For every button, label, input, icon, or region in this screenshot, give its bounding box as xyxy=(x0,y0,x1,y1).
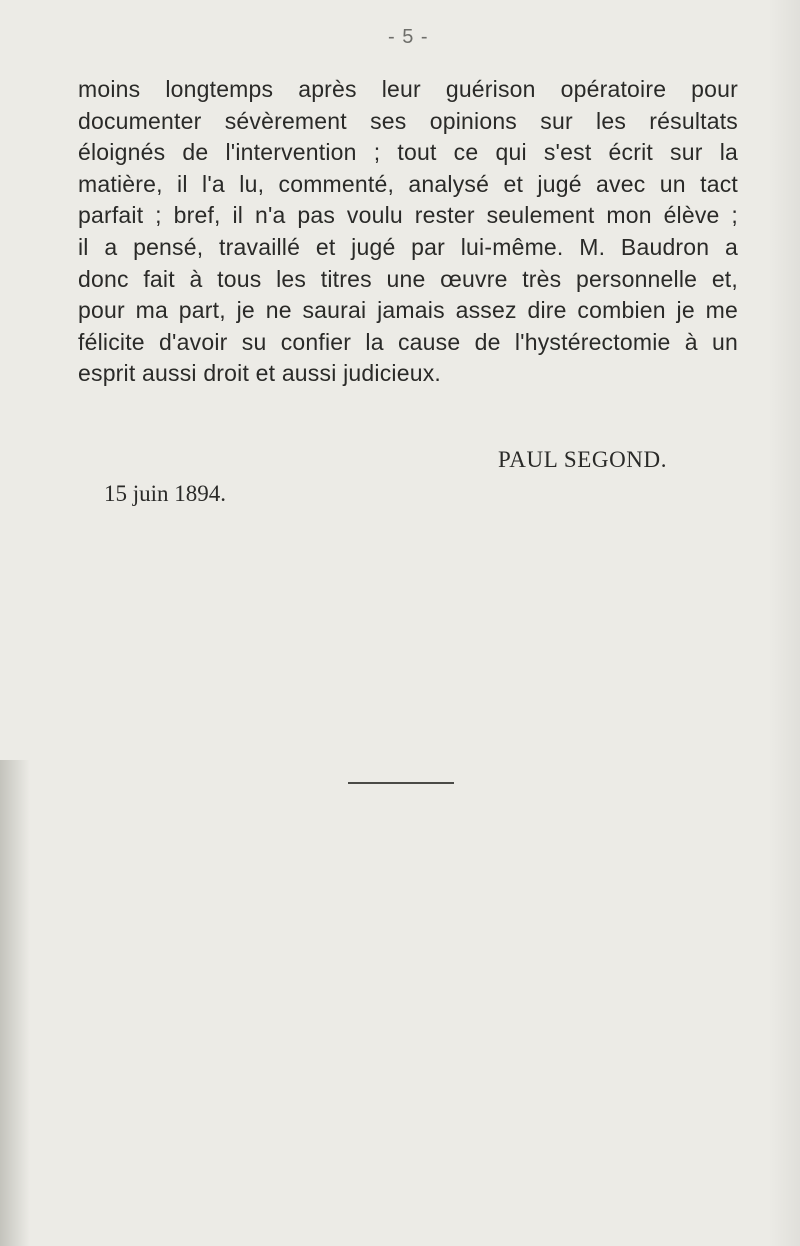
body-line: esprit aussi droit et aussi judicieux. xyxy=(78,360,441,387)
body-line: documenter sévèrement ses opinions sur les résultats xyxy=(78,107,738,134)
body-line: pour ma part, je ne saurai jamais assez dire combien je me xyxy=(78,297,738,324)
author-signature: PAUL SEGOND. xyxy=(498,447,668,472)
body-line: parfait ; bref, il n'a pas voulu rester seulement mon élève ; xyxy=(78,202,738,229)
body-line: félicite d'avoir su confier la cause de l'hystérectomie à un xyxy=(78,328,738,355)
binding-shadow xyxy=(0,760,30,1246)
body-line: donc fait à tous les titres une œuvre très personnelle et, xyxy=(78,265,738,292)
date-line: 15 juin 1894. xyxy=(104,481,227,506)
body-line: moins longtemps après leur guérison opératoire pour xyxy=(78,76,738,102)
page-number: - 5 - xyxy=(388,26,429,48)
body-paragraph xyxy=(78,74,738,390)
body-line: éloignés de l'intervention ; tout ce qui s'est écrit sur la xyxy=(78,139,738,166)
body-line: matière, il l'a lu, commenté, analysé et jugé avec un tact xyxy=(78,170,738,197)
section-divider xyxy=(348,782,454,784)
body-line: il a pensé, travaillé et jugé par lui-même. M. Baudron a xyxy=(78,233,738,260)
